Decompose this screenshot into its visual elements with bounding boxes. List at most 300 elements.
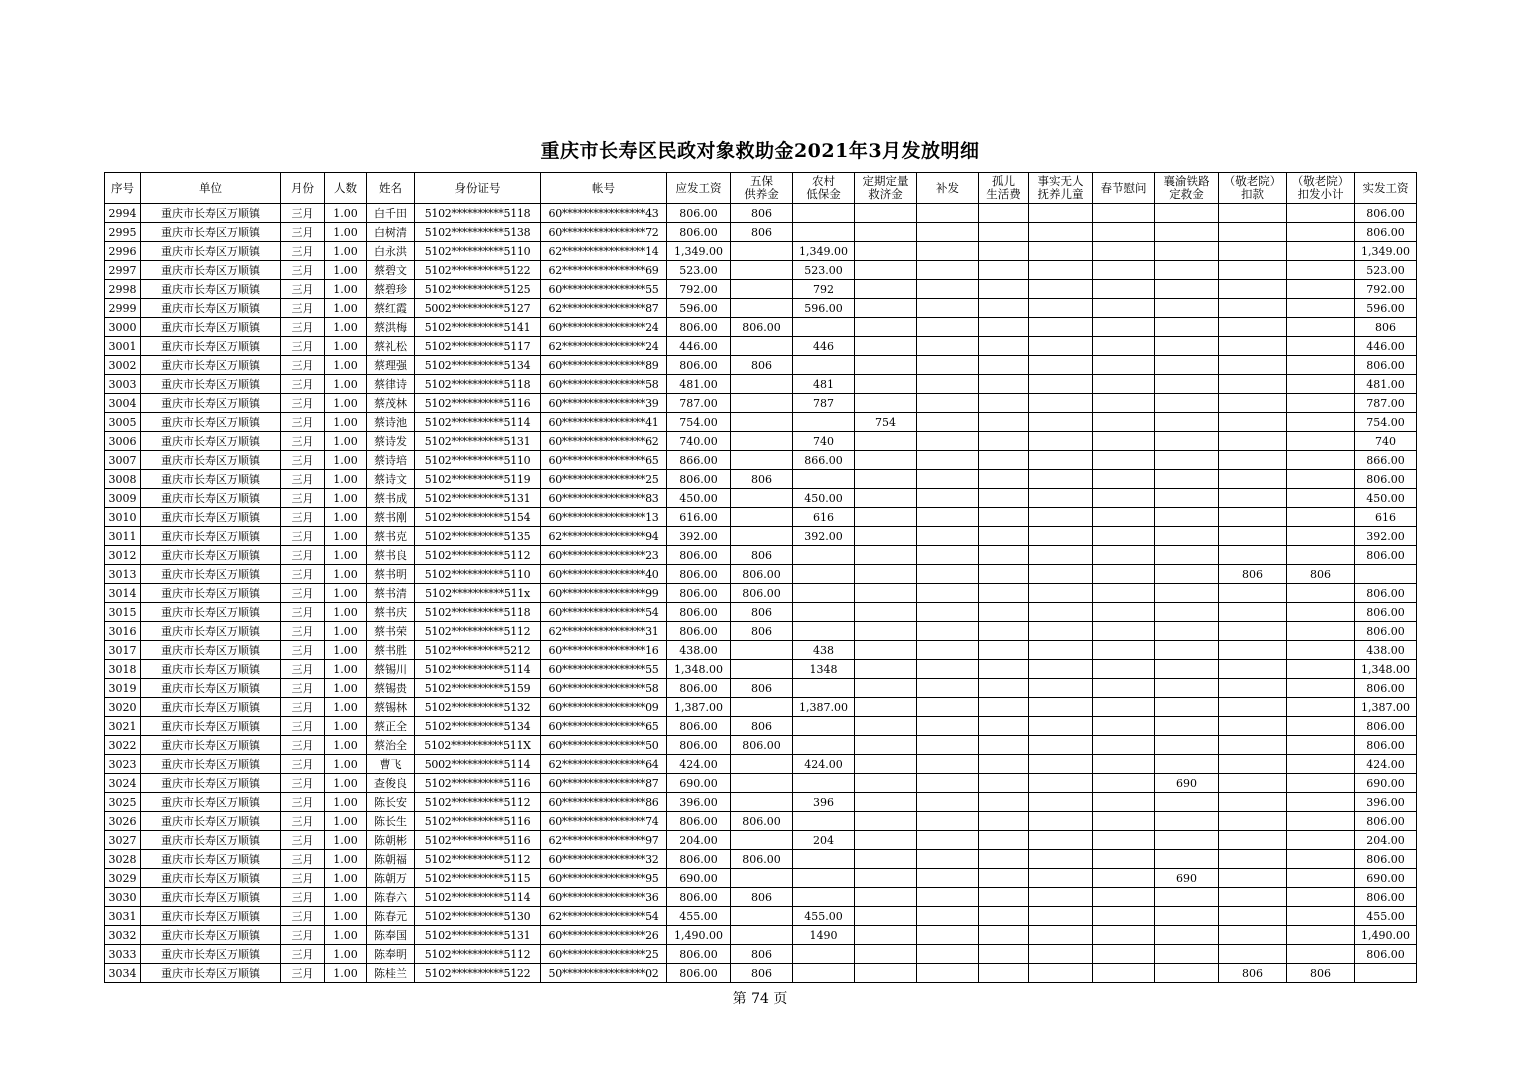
table-cell: 806 xyxy=(731,356,793,375)
table-cell xyxy=(979,299,1029,318)
table-cell: 806.00 xyxy=(667,945,731,964)
table-cell xyxy=(1029,527,1093,546)
table-cell: 446.00 xyxy=(1355,337,1417,356)
table-cell xyxy=(1093,432,1155,451)
table-cell: 1.00 xyxy=(325,660,367,679)
table-cell: 1.00 xyxy=(325,679,367,698)
table-row xyxy=(105,679,1417,698)
table-cell xyxy=(979,565,1029,584)
table-cell: 450.00 xyxy=(1355,489,1417,508)
column-header: 定期定量 救济金 xyxy=(855,173,917,204)
table-cell xyxy=(979,546,1029,565)
table-cell: 50****************02 xyxy=(541,964,667,983)
table-cell: 3016 xyxy=(105,622,141,641)
table-cell: 1.00 xyxy=(325,356,367,375)
table-cell: 1.00 xyxy=(325,527,367,546)
table-cell: 3032 xyxy=(105,926,141,945)
table-cell: 481.00 xyxy=(1355,375,1417,394)
table-cell xyxy=(1029,755,1093,774)
table-cell: 806 xyxy=(1219,964,1287,983)
table-cell xyxy=(855,698,917,717)
table-cell xyxy=(979,622,1029,641)
table-cell: 806.00 xyxy=(667,470,731,489)
table-cell xyxy=(731,774,793,793)
table-cell: 三月 xyxy=(281,717,325,736)
table-cell xyxy=(1093,603,1155,622)
table-row xyxy=(105,831,1417,850)
table-cell xyxy=(1155,223,1219,242)
table-cell xyxy=(855,318,917,337)
table-cell xyxy=(855,793,917,812)
table-cell: 蔡锡川 xyxy=(367,660,415,679)
table-cell: 5102**********5116 xyxy=(415,812,541,831)
table-cell xyxy=(731,451,793,470)
table-cell: 三月 xyxy=(281,261,325,280)
table-cell: 481.00 xyxy=(667,375,731,394)
table-cell: 白千田 xyxy=(367,204,415,223)
table-cell: 806.00 xyxy=(1355,622,1417,641)
table-cell xyxy=(1029,812,1093,831)
table-cell xyxy=(979,831,1029,850)
table-cell xyxy=(731,489,793,508)
table-cell xyxy=(1093,945,1155,964)
table-cell: 60****************39 xyxy=(541,394,667,413)
table-cell xyxy=(1093,888,1155,907)
table-cell xyxy=(1219,641,1287,660)
table-cell: 1.00 xyxy=(325,375,367,394)
table-cell: 重庆市长寿区万顺镇 xyxy=(141,527,281,546)
table-cell xyxy=(1155,679,1219,698)
table-cell: 5102**********5116 xyxy=(415,394,541,413)
table-cell xyxy=(1287,850,1355,869)
table-cell xyxy=(1155,584,1219,603)
table-cell: 450.00 xyxy=(793,489,855,508)
table-cell xyxy=(917,926,979,945)
table-cell xyxy=(1029,774,1093,793)
table-cell xyxy=(917,394,979,413)
table-cell: 重庆市长寿区万顺镇 xyxy=(141,318,281,337)
table-cell: 重庆市长寿区万顺镇 xyxy=(141,774,281,793)
table-cell: 60****************87 xyxy=(541,774,667,793)
table-cell xyxy=(793,869,855,888)
table-cell: 455.00 xyxy=(793,907,855,926)
table-cell xyxy=(1287,641,1355,660)
table-cell xyxy=(1287,413,1355,432)
column-header: （敬老院） 扣款 xyxy=(1219,173,1287,204)
table-cell: 806.00 xyxy=(667,736,731,755)
table-cell xyxy=(855,850,917,869)
table-cell: 596.00 xyxy=(667,299,731,318)
table-cell: 3019 xyxy=(105,679,141,698)
table-cell xyxy=(855,812,917,831)
table-cell xyxy=(1219,774,1287,793)
table-cell: 重庆市长寿区万顺镇 xyxy=(141,888,281,907)
table-cell: 5102**********5122 xyxy=(415,261,541,280)
table-cell xyxy=(855,261,917,280)
table-cell xyxy=(1219,850,1287,869)
table-cell xyxy=(1093,793,1155,812)
table-cell xyxy=(1155,641,1219,660)
table-cell: 792 xyxy=(793,280,855,299)
table-cell: 806 xyxy=(731,223,793,242)
table-cell: 蔡礼松 xyxy=(367,337,415,356)
table-cell: 3026 xyxy=(105,812,141,831)
table-cell xyxy=(1093,907,1155,926)
table-cell: 3013 xyxy=(105,565,141,584)
table-cell: 806.00 xyxy=(1355,546,1417,565)
table-cell: 62****************97 xyxy=(541,831,667,850)
table-cell xyxy=(1219,280,1287,299)
table-cell xyxy=(855,622,917,641)
table-cell: 1.00 xyxy=(325,204,367,223)
table-cell: 481 xyxy=(793,375,855,394)
table-cell: 806.00 xyxy=(1355,888,1417,907)
table-row xyxy=(105,356,1417,375)
table-cell xyxy=(1093,850,1155,869)
table-cell: 重庆市长寿区万顺镇 xyxy=(141,508,281,527)
table-cell xyxy=(731,432,793,451)
table-row xyxy=(105,850,1417,869)
table-cell xyxy=(1219,603,1287,622)
table-cell xyxy=(1355,565,1417,584)
table-cell xyxy=(1093,242,1155,261)
table-cell: 616 xyxy=(1355,508,1417,527)
table-cell: 806.00 xyxy=(667,584,731,603)
table-cell: 424.00 xyxy=(1355,755,1417,774)
table-cell xyxy=(1093,356,1155,375)
table-cell xyxy=(1287,774,1355,793)
table-cell xyxy=(1029,869,1093,888)
table-cell xyxy=(1287,375,1355,394)
table-cell xyxy=(1219,394,1287,413)
table-cell: 866.00 xyxy=(667,451,731,470)
table-row xyxy=(105,565,1417,584)
table-cell: 1,387.00 xyxy=(667,698,731,717)
table-cell: 重庆市长寿区万顺镇 xyxy=(141,394,281,413)
table-cell: 204.00 xyxy=(1355,831,1417,850)
table-cell xyxy=(1219,261,1287,280)
table-cell xyxy=(1029,223,1093,242)
table-cell: 806.00 xyxy=(667,356,731,375)
table-cell: 三月 xyxy=(281,812,325,831)
table-cell xyxy=(917,736,979,755)
table-cell xyxy=(1287,337,1355,356)
table-cell xyxy=(855,907,917,926)
table-row xyxy=(105,812,1417,831)
table-cell: 3030 xyxy=(105,888,141,907)
table-cell xyxy=(731,394,793,413)
table-cell: 60****************65 xyxy=(541,717,667,736)
table-cell xyxy=(979,793,1029,812)
table-cell: 1.00 xyxy=(325,812,367,831)
table-cell xyxy=(731,755,793,774)
table-cell: 三月 xyxy=(281,793,325,812)
table-cell: 三月 xyxy=(281,698,325,717)
table-cell: 60****************74 xyxy=(541,812,667,831)
table-cell xyxy=(1093,736,1155,755)
table-cell: 3001 xyxy=(105,337,141,356)
table-cell: 806 xyxy=(1287,964,1355,983)
table-cell xyxy=(1219,755,1287,774)
table-cell: 三月 xyxy=(281,413,325,432)
table-cell: 三月 xyxy=(281,223,325,242)
table-cell xyxy=(855,945,917,964)
table-cell: 806.00 xyxy=(731,584,793,603)
table-cell: 438.00 xyxy=(667,641,731,660)
table-cell xyxy=(1287,812,1355,831)
table-cell xyxy=(731,242,793,261)
table-cell: 白树清 xyxy=(367,223,415,242)
table-cell: 3022 xyxy=(105,736,141,755)
table-cell: 蔡诗池 xyxy=(367,413,415,432)
table-cell: 806.00 xyxy=(667,546,731,565)
table-cell xyxy=(979,641,1029,660)
table-row xyxy=(105,945,1417,964)
table-cell xyxy=(917,660,979,679)
table-cell xyxy=(793,945,855,964)
table-cell: 重庆市长寿区万顺镇 xyxy=(141,812,281,831)
table-cell: 3033 xyxy=(105,945,141,964)
table-cell: 3020 xyxy=(105,698,141,717)
table-cell xyxy=(1093,964,1155,983)
table-cell: 陈春元 xyxy=(367,907,415,926)
table-cell xyxy=(1219,584,1287,603)
table-cell: 806.00 xyxy=(731,565,793,584)
table-cell: 重庆市长寿区万顺镇 xyxy=(141,964,281,983)
table-cell: 重庆市长寿区万顺镇 xyxy=(141,470,281,489)
table-cell xyxy=(1287,489,1355,508)
table-cell: 5102**********5114 xyxy=(415,413,541,432)
table-cell: 蔡治全 xyxy=(367,736,415,755)
table-cell: 重庆市长寿区万顺镇 xyxy=(141,603,281,622)
table-cell xyxy=(731,508,793,527)
table-cell xyxy=(1355,964,1417,983)
table-cell xyxy=(979,451,1029,470)
table-cell: 806.00 xyxy=(1355,717,1417,736)
table-cell: 1,348.00 xyxy=(667,660,731,679)
table-cell xyxy=(1287,793,1355,812)
table-cell xyxy=(917,603,979,622)
table-cell: 60****************40 xyxy=(541,565,667,584)
table-cell: 蔡红霞 xyxy=(367,299,415,318)
table-cell xyxy=(1219,888,1287,907)
table-cell xyxy=(1219,831,1287,850)
table-cell: 806.00 xyxy=(667,850,731,869)
table-cell: 陈长生 xyxy=(367,812,415,831)
table-cell: 三月 xyxy=(281,774,325,793)
table-cell: 蔡书荣 xyxy=(367,622,415,641)
table-cell: 三月 xyxy=(281,299,325,318)
table-cell: 806 xyxy=(731,204,793,223)
table-cell: 806.00 xyxy=(667,204,731,223)
table-cell xyxy=(979,223,1029,242)
table-cell xyxy=(917,318,979,337)
table-cell: 690.00 xyxy=(667,774,731,793)
table-cell xyxy=(1093,622,1155,641)
table-cell xyxy=(731,793,793,812)
table-cell: 60****************55 xyxy=(541,280,667,299)
table-cell xyxy=(1029,584,1093,603)
table-cell: 60****************58 xyxy=(541,375,667,394)
table-cell: 60****************95 xyxy=(541,869,667,888)
table-cell: 5102**********5117 xyxy=(415,337,541,356)
table-cell: 三月 xyxy=(281,546,325,565)
table-cell: 蔡洪梅 xyxy=(367,318,415,337)
table-cell: 蔡书良 xyxy=(367,546,415,565)
table-cell xyxy=(1155,831,1219,850)
table-cell xyxy=(793,603,855,622)
table-cell: 蔡碧珍 xyxy=(367,280,415,299)
column-header: 孤儿 生活费 xyxy=(979,173,1029,204)
table-cell: 806 xyxy=(1355,318,1417,337)
table-cell: 重庆市长寿区万顺镇 xyxy=(141,489,281,508)
table-cell: 3011 xyxy=(105,527,141,546)
table-cell: 5102**********5110 xyxy=(415,565,541,584)
table-cell xyxy=(917,774,979,793)
table-cell: 754.00 xyxy=(1355,413,1417,432)
table-cell: 蔡理强 xyxy=(367,356,415,375)
table-row xyxy=(105,451,1417,470)
table-cell xyxy=(917,755,979,774)
table-cell xyxy=(1029,717,1093,736)
table-cell xyxy=(1287,261,1355,280)
table-cell: 陈长安 xyxy=(367,793,415,812)
table-cell: 62****************14 xyxy=(541,242,667,261)
table-cell xyxy=(855,964,917,983)
table-cell: 蔡律诗 xyxy=(367,375,415,394)
table-cell xyxy=(1029,698,1093,717)
table-cell xyxy=(1219,812,1287,831)
table-cell: 60****************16 xyxy=(541,641,667,660)
table-cell xyxy=(1155,432,1219,451)
table-cell xyxy=(855,603,917,622)
table-cell: 5102**********5112 xyxy=(415,850,541,869)
table-cell xyxy=(1029,299,1093,318)
table-cell xyxy=(1029,489,1093,508)
table-cell xyxy=(1155,204,1219,223)
table-row xyxy=(105,375,1417,394)
table-cell xyxy=(1287,888,1355,907)
table-header-row xyxy=(105,173,1417,204)
table-cell: 2995 xyxy=(105,223,141,242)
table-cell: 1,387.00 xyxy=(1355,698,1417,717)
table-cell xyxy=(979,527,1029,546)
table-cell xyxy=(1029,394,1093,413)
table-cell: 1.00 xyxy=(325,964,367,983)
table-cell xyxy=(855,831,917,850)
table-cell: 5102**********5112 xyxy=(415,793,541,812)
table-cell xyxy=(1155,356,1219,375)
table-cell xyxy=(979,717,1029,736)
table-cell: 三月 xyxy=(281,603,325,622)
table-cell: 806 xyxy=(731,888,793,907)
table-cell: 重庆市长寿区万顺镇 xyxy=(141,413,281,432)
table-cell: 806 xyxy=(731,470,793,489)
table-cell: 1.00 xyxy=(325,793,367,812)
table-cell xyxy=(1287,432,1355,451)
table-cell: 蔡书庆 xyxy=(367,603,415,622)
table-cell: 1.00 xyxy=(325,622,367,641)
table-cell: 60****************50 xyxy=(541,736,667,755)
table-cell xyxy=(1219,242,1287,261)
table-cell: 1.00 xyxy=(325,641,367,660)
table-row xyxy=(105,299,1417,318)
table-cell: 60****************99 xyxy=(541,584,667,603)
table-cell: 806.00 xyxy=(731,318,793,337)
table-cell: 1.00 xyxy=(325,394,367,413)
page-number: 第 74 页 xyxy=(732,991,788,1007)
table-cell: 806.00 xyxy=(667,812,731,831)
table-cell xyxy=(1219,907,1287,926)
column-header: 春节慰问 xyxy=(1093,173,1155,204)
table-cell xyxy=(979,850,1029,869)
table-cell: 392.00 xyxy=(667,527,731,546)
table-cell xyxy=(1093,679,1155,698)
table-cell: 蔡正全 xyxy=(367,717,415,736)
table-cell: 5102**********5134 xyxy=(415,717,541,736)
table-cell: 740.00 xyxy=(667,432,731,451)
table-cell: 3010 xyxy=(105,508,141,527)
table-cell xyxy=(979,660,1029,679)
table-cell xyxy=(1029,318,1093,337)
table-cell: 2994 xyxy=(105,204,141,223)
table-cell xyxy=(979,489,1029,508)
table-cell xyxy=(917,204,979,223)
table-cell xyxy=(1155,565,1219,584)
table-cell xyxy=(979,318,1029,337)
table-cell xyxy=(1219,413,1287,432)
table-cell: 806.00 xyxy=(1355,356,1417,375)
table-cell xyxy=(1093,717,1155,736)
table-cell: 62****************94 xyxy=(541,527,667,546)
table-cell xyxy=(731,375,793,394)
table-cell: 2998 xyxy=(105,280,141,299)
column-header: 序号 xyxy=(105,173,141,204)
table-cell: 3008 xyxy=(105,470,141,489)
table-cell: 5102**********511X xyxy=(415,736,541,755)
table-cell: 1.00 xyxy=(325,850,367,869)
table-cell xyxy=(1029,375,1093,394)
table-cell xyxy=(1029,280,1093,299)
table-cell xyxy=(793,565,855,584)
table-cell: 1.00 xyxy=(325,907,367,926)
table-row xyxy=(105,261,1417,280)
table-row xyxy=(105,869,1417,888)
table-cell xyxy=(1093,318,1155,337)
table-cell xyxy=(1287,736,1355,755)
table-cell xyxy=(1029,451,1093,470)
table-cell: 806 xyxy=(731,622,793,641)
table-cell xyxy=(1219,299,1287,318)
table-cell: 重庆市长寿区万顺镇 xyxy=(141,451,281,470)
table-cell xyxy=(855,679,917,698)
table-cell: 蔡碧文 xyxy=(367,261,415,280)
table-cell xyxy=(917,945,979,964)
table-cell: 3004 xyxy=(105,394,141,413)
table-cell xyxy=(917,565,979,584)
table-cell xyxy=(917,356,979,375)
table-cell xyxy=(979,337,1029,356)
table-cell xyxy=(1029,831,1093,850)
table-cell: 蔡书明 xyxy=(367,565,415,584)
table-cell: 重庆市长寿区万顺镇 xyxy=(141,850,281,869)
table-cell: 蔡锡贵 xyxy=(367,679,415,698)
table-cell xyxy=(855,755,917,774)
table-cell xyxy=(855,869,917,888)
table-cell: 5102**********5110 xyxy=(415,451,541,470)
table-cell xyxy=(917,413,979,432)
table-cell xyxy=(917,546,979,565)
